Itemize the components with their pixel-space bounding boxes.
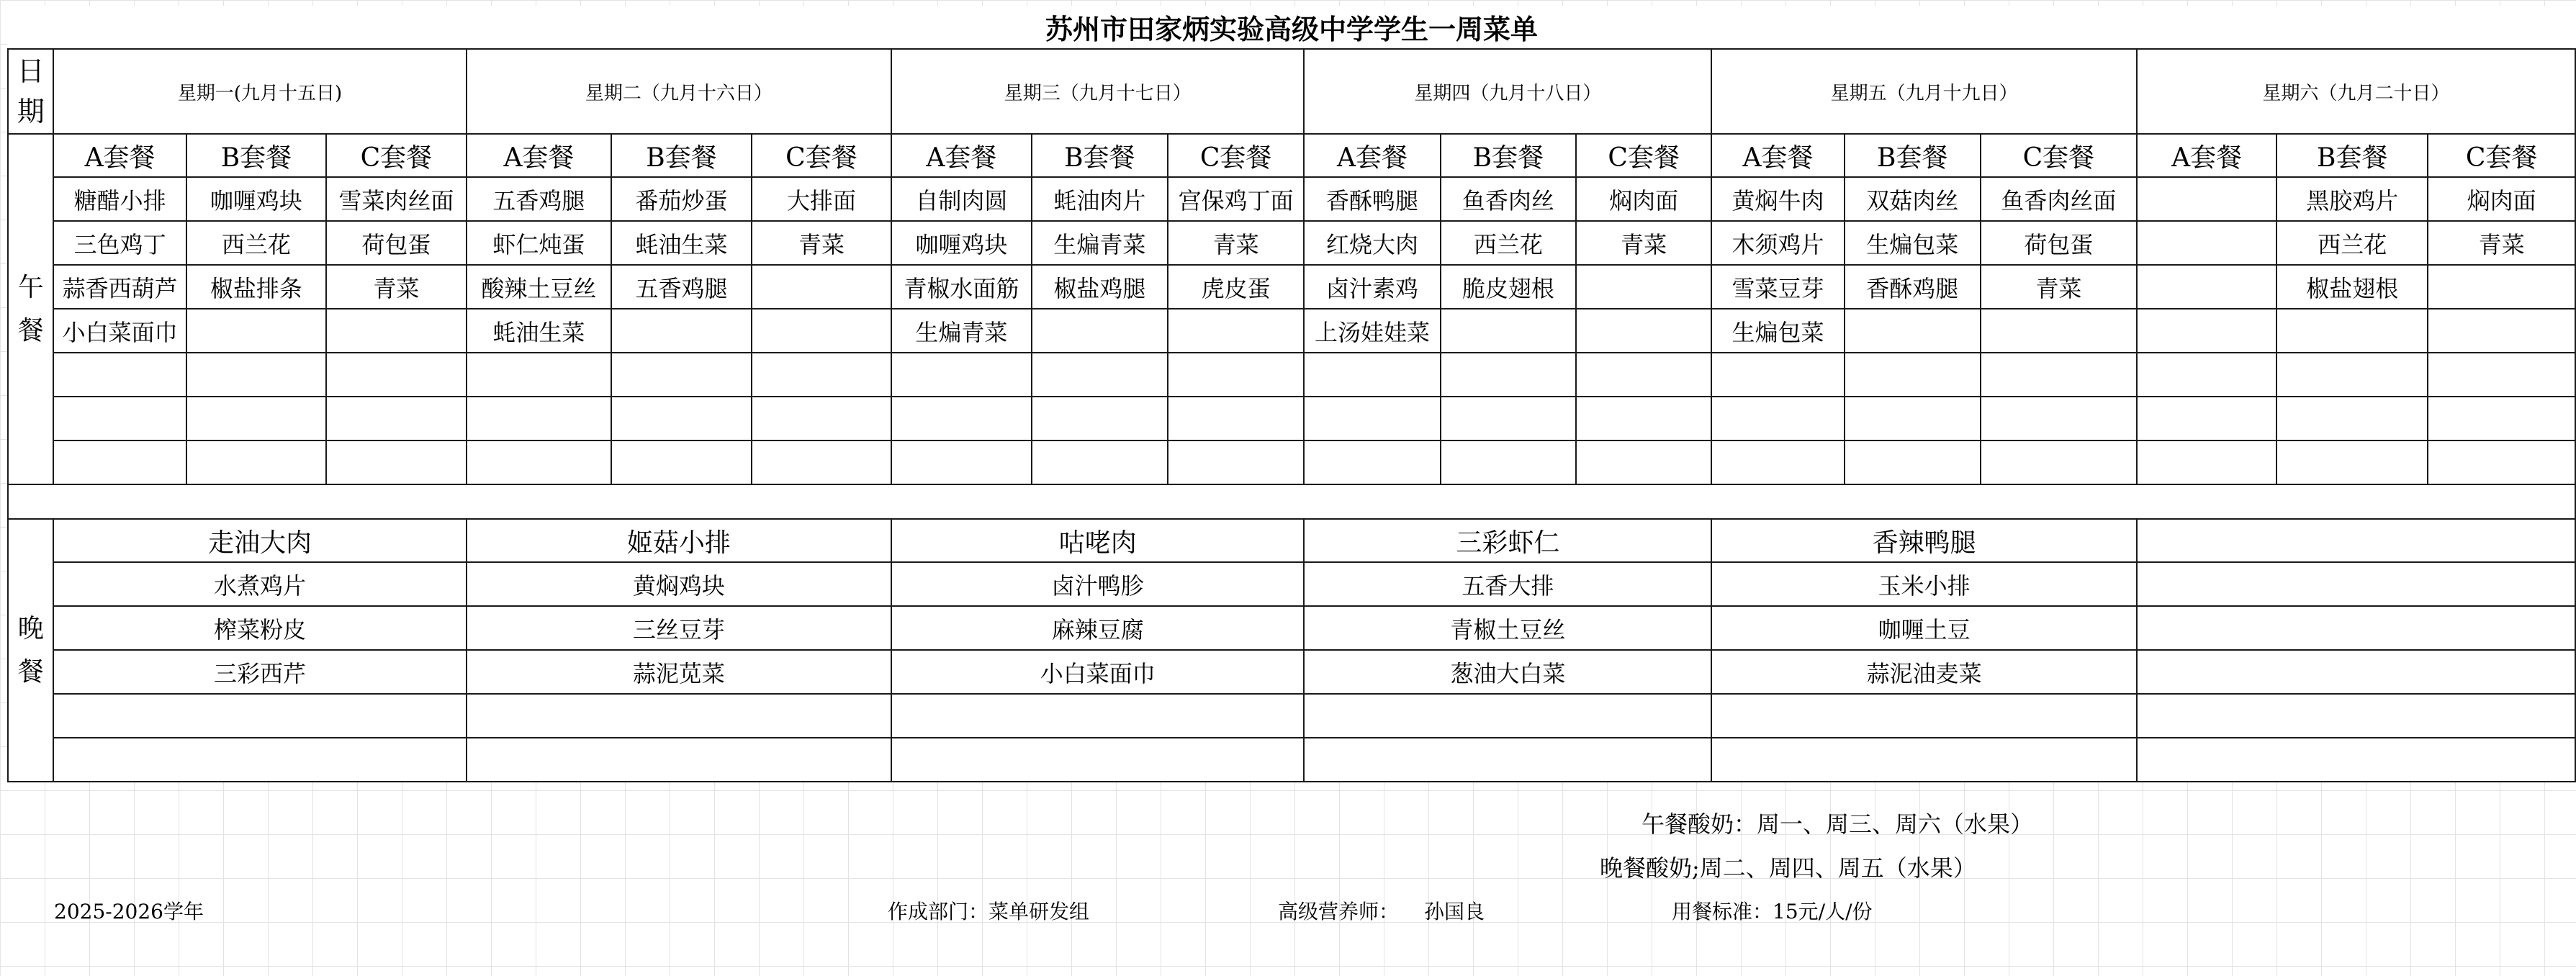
dinner-dish: 榨菜粉皮 bbox=[53, 606, 466, 650]
lunch-dish: 生煸包菜 bbox=[1711, 309, 1844, 353]
lunch-dish bbox=[2137, 265, 2276, 309]
dinner-dish bbox=[2137, 519, 2575, 562]
lunch-dish bbox=[1711, 440, 1844, 484]
lunch-dish bbox=[752, 265, 891, 309]
lunch-dish: 生煸青菜 bbox=[1032, 221, 1168, 265]
lunch-dish bbox=[752, 353, 891, 397]
lunch-dish: 鱼香肉丝面 bbox=[1981, 177, 2137, 221]
dinner-dish: 三彩西芹 bbox=[53, 650, 466, 694]
lunch-dish bbox=[467, 397, 612, 440]
lunch-dish bbox=[611, 440, 751, 484]
lunch-dish bbox=[53, 353, 186, 397]
lunch-dish: 青菜 bbox=[1981, 265, 2137, 309]
lunch-dish bbox=[1032, 309, 1168, 353]
set-header: A套餐 bbox=[2137, 134, 2276, 177]
dinner-dish: 卤汁鸭胗 bbox=[891, 562, 1304, 606]
set-header: B套餐 bbox=[1845, 134, 1981, 177]
dinner-dish bbox=[2137, 606, 2575, 650]
lunch-dish bbox=[326, 440, 466, 484]
lunch-dish bbox=[186, 309, 326, 353]
lunch-dish bbox=[1441, 440, 1576, 484]
lunch-dish bbox=[1845, 440, 1981, 484]
lunch-dish: 三色鸡丁 bbox=[53, 221, 186, 265]
lunch-dish bbox=[1576, 397, 1711, 440]
set-header: A套餐 bbox=[1711, 134, 1844, 177]
dinner-dish bbox=[53, 694, 466, 738]
lunch-dish: 鱼香肉丝 bbox=[1441, 177, 1576, 221]
set-header: A套餐 bbox=[53, 134, 186, 177]
lunch-dish: 生煸青菜 bbox=[891, 309, 1031, 353]
lunch-dish bbox=[326, 397, 466, 440]
dinner-dish: 玉米小排 bbox=[1711, 562, 2137, 606]
lunch-dish: 红烧大肉 bbox=[1304, 221, 1440, 265]
dinner-dish: 三彩虾仁 bbox=[1304, 519, 1711, 562]
dinner-dish: 麻辣豆腐 bbox=[891, 606, 1304, 650]
separator-row bbox=[8, 484, 2575, 519]
lunch-dish: 五香鸡腿 bbox=[467, 177, 612, 221]
lunch-dish bbox=[1304, 353, 1440, 397]
lunch-dish: 双菇肉丝 bbox=[1845, 177, 1981, 221]
set-header: A套餐 bbox=[891, 134, 1031, 177]
lunch-dish bbox=[2428, 309, 2575, 353]
set-header: B套餐 bbox=[1441, 134, 1576, 177]
lunch-dish bbox=[53, 397, 186, 440]
lunch-dish bbox=[2137, 397, 2276, 440]
dinner-dish bbox=[1711, 738, 2137, 782]
dinner-dish bbox=[891, 694, 1304, 738]
lunch-dish bbox=[1576, 440, 1711, 484]
dinner-dish: 姬菇小排 bbox=[467, 519, 892, 562]
lunch-dish bbox=[752, 397, 891, 440]
lunch-dish: 雪菜豆芽 bbox=[1711, 265, 1844, 309]
nutritionist-name: 孙国良 bbox=[1424, 900, 1485, 923]
dinner-dish bbox=[2137, 738, 2575, 782]
lunch-dish: 蚝油肉片 bbox=[1032, 177, 1168, 221]
lunch-dish: 焖肉面 bbox=[1576, 177, 1711, 221]
lunch-dish: 五香鸡腿 bbox=[611, 265, 751, 309]
lunch-dish: 自制肉圆 bbox=[891, 177, 1031, 221]
lunch-dish bbox=[2137, 440, 2276, 484]
lunch-dish bbox=[467, 353, 612, 397]
lunch-dish: 生煸包菜 bbox=[1845, 221, 1981, 265]
dinner-dish: 黄焖鸡块 bbox=[467, 562, 892, 606]
lunch-dish bbox=[2137, 309, 2276, 353]
dinner-dish: 小白菜面巾 bbox=[891, 650, 1304, 694]
lunch-dish bbox=[752, 309, 891, 353]
lunch-dish: 咖喱鸡块 bbox=[891, 221, 1031, 265]
lunch-dish bbox=[186, 440, 326, 484]
date-label: 日 期 bbox=[8, 49, 53, 134]
lunch-dish: 上汤娃娃菜 bbox=[1304, 309, 1440, 353]
dinner-dish: 青椒土豆丝 bbox=[1304, 606, 1711, 650]
lunch-dish: 糖醋小排 bbox=[53, 177, 186, 221]
lunch-dish: 虾仁炖蛋 bbox=[467, 221, 612, 265]
lunch-label: 午 餐 bbox=[8, 134, 53, 484]
lunch-dish: 椒盐鸡腿 bbox=[1032, 265, 1168, 309]
lunch-dish bbox=[611, 309, 751, 353]
lunch-dish bbox=[1168, 440, 1304, 484]
lunch-dish bbox=[1576, 353, 1711, 397]
dinner-dish bbox=[1304, 738, 1711, 782]
lunch-dish: 咖喱鸡块 bbox=[186, 177, 326, 221]
lunch-dish: 宫保鸡丁面 bbox=[1168, 177, 1304, 221]
lunch-dish: 大排面 bbox=[752, 177, 891, 221]
lunch-dish bbox=[186, 397, 326, 440]
lunch-dish: 雪菜肉丝面 bbox=[326, 177, 466, 221]
dinner-dish: 蒜泥苋菜 bbox=[467, 650, 892, 694]
lunch-dish: 椒盐翅根 bbox=[2276, 265, 2428, 309]
lunch-dish bbox=[1168, 397, 1304, 440]
lunch-dish: 蚝油生菜 bbox=[611, 221, 751, 265]
lunch-dish: 香酥鸡腿 bbox=[1845, 265, 1981, 309]
lunch-dish bbox=[1032, 397, 1168, 440]
day-header: 星期五（九月十九日） bbox=[1711, 49, 2137, 134]
set-header: B套餐 bbox=[186, 134, 326, 177]
lunch-dish bbox=[1845, 353, 1981, 397]
set-header: B套餐 bbox=[2276, 134, 2428, 177]
dinner-dish: 五香大排 bbox=[1304, 562, 1711, 606]
dinner-dish bbox=[891, 738, 1304, 782]
set-header: A套餐 bbox=[467, 134, 612, 177]
lunch-dish bbox=[467, 440, 612, 484]
lunch-dish bbox=[891, 397, 1031, 440]
dinner-dish bbox=[53, 738, 466, 782]
dinner-dish: 香辣鸭腿 bbox=[1711, 519, 2137, 562]
lunch-dish bbox=[1981, 309, 2137, 353]
lunch-dish bbox=[2276, 309, 2428, 353]
lunch-dish bbox=[1032, 440, 1168, 484]
lunch-dish bbox=[752, 440, 891, 484]
lunch-dish bbox=[1441, 353, 1576, 397]
lunch-dish bbox=[53, 440, 186, 484]
lunch-dish bbox=[2276, 397, 2428, 440]
lunch-dish: 香酥鸭腿 bbox=[1304, 177, 1440, 221]
lunch-dish bbox=[1981, 397, 2137, 440]
dinner-dish bbox=[1711, 694, 2137, 738]
set-header: A套餐 bbox=[1304, 134, 1440, 177]
lunch-dish: 青菜 bbox=[1168, 221, 1304, 265]
lunch-dish bbox=[1576, 309, 1711, 353]
lunch-dish: 西兰花 bbox=[1441, 221, 1576, 265]
set-header: B套餐 bbox=[611, 134, 751, 177]
dinner-dish: 咖喱土豆 bbox=[1711, 606, 2137, 650]
lunch-dish: 焖肉面 bbox=[2428, 177, 2575, 221]
lunch-dish: 卤汁素鸡 bbox=[1304, 265, 1440, 309]
dinner-dish bbox=[1304, 694, 1711, 738]
dinner-dish: 走油大肉 bbox=[53, 519, 466, 562]
lunch-dish: 蒜香西葫芦 bbox=[53, 265, 186, 309]
school-year: 2025-2026学年 bbox=[54, 900, 204, 923]
dinner-dish: 三丝豆芽 bbox=[467, 606, 892, 650]
dinner-dish: 葱油大白菜 bbox=[1304, 650, 1711, 694]
set-header: C套餐 bbox=[326, 134, 466, 177]
lunch-dish bbox=[1711, 397, 1844, 440]
lunch-dish bbox=[2276, 353, 2428, 397]
lunch-dish bbox=[1304, 440, 1440, 484]
lunch-dish bbox=[1576, 265, 1711, 309]
lunch-dish bbox=[1168, 309, 1304, 353]
day-header: 星期二（九月十六日） bbox=[467, 49, 892, 134]
lunch-dish bbox=[1441, 397, 1576, 440]
menu-footer bbox=[0, 797, 2576, 976]
set-header: B套餐 bbox=[1032, 134, 1168, 177]
dinner-dish bbox=[467, 738, 892, 782]
day-header: 星期三（九月十七日） bbox=[891, 49, 1304, 134]
lunch-dish bbox=[2137, 177, 2276, 221]
lunch-dish: 脆皮翅根 bbox=[1441, 265, 1576, 309]
lunch-dish bbox=[1168, 353, 1304, 397]
lunch-dish bbox=[1981, 353, 2137, 397]
lunch-dish: 青菜 bbox=[752, 221, 891, 265]
lunch-dish bbox=[891, 440, 1031, 484]
lunch-dish bbox=[1441, 309, 1576, 353]
lunch-dish bbox=[1981, 440, 2137, 484]
dinner-dish bbox=[2137, 650, 2575, 694]
lunch-dish bbox=[611, 353, 751, 397]
meal-standard: 用餐标准：15元/人/份 bbox=[1672, 900, 1873, 923]
dinner-dish bbox=[467, 694, 892, 738]
lunch-dish bbox=[891, 353, 1031, 397]
lunch-dish: 酸辣土豆丝 bbox=[467, 265, 612, 309]
lunch-dish: 椒盐排条 bbox=[186, 265, 326, 309]
lunch-dish bbox=[326, 309, 466, 353]
day-header: 星期六（九月二十日） bbox=[2137, 49, 2575, 134]
dinner-label: 晚 餐 bbox=[8, 519, 53, 782]
lunch-dish: 荷包蛋 bbox=[326, 221, 466, 265]
set-header: C套餐 bbox=[1168, 134, 1304, 177]
lunch-dish: 黑胶鸡片 bbox=[2276, 177, 2428, 221]
lunch-dish: 木须鸡片 bbox=[1711, 221, 1844, 265]
lunch-dish: 小白菜面巾 bbox=[53, 309, 186, 353]
day-header: 星期四（九月十八日） bbox=[1304, 49, 1711, 134]
lunch-dish bbox=[2276, 440, 2428, 484]
lunch-dish bbox=[611, 397, 751, 440]
set-header: C套餐 bbox=[752, 134, 891, 177]
lunch-yogurt-note: 午餐酸奶：周一、周三、周六（水果） bbox=[1641, 810, 2034, 838]
lunch-dish bbox=[326, 353, 466, 397]
dinner-dish: 水煮鸡片 bbox=[53, 562, 466, 606]
lunch-dish bbox=[186, 353, 326, 397]
lunch-dish bbox=[2137, 221, 2276, 265]
lunch-dish bbox=[2428, 353, 2575, 397]
lunch-dish bbox=[1032, 353, 1168, 397]
menu-department: 作成部门：菜单研发组 bbox=[888, 900, 1090, 923]
lunch-dish bbox=[2428, 440, 2575, 484]
lunch-dish bbox=[1304, 397, 1440, 440]
set-header: C套餐 bbox=[2428, 134, 2575, 177]
lunch-dish: 蚝油生菜 bbox=[467, 309, 612, 353]
lunch-dish: 青菜 bbox=[1576, 221, 1711, 265]
lunch-dish: 青菜 bbox=[326, 265, 466, 309]
lunch-dish bbox=[1845, 397, 1981, 440]
lunch-dish: 青菜 bbox=[2428, 221, 2575, 265]
lunch-dish bbox=[1845, 309, 1981, 353]
lunch-dish: 荷包蛋 bbox=[1981, 221, 2137, 265]
day-header: 星期一(九月十五日) bbox=[53, 49, 466, 134]
lunch-dish: 青椒水面筋 bbox=[891, 265, 1031, 309]
lunch-dish: 番茄炒蛋 bbox=[611, 177, 751, 221]
lunch-dish bbox=[1711, 353, 1844, 397]
lunch-dish: 西兰花 bbox=[2276, 221, 2428, 265]
dinner-dish bbox=[2137, 562, 2575, 606]
set-header: C套餐 bbox=[1981, 134, 2137, 177]
weekly-menu-table bbox=[7, 6, 2576, 782]
nutritionist-label: 高级营养师： bbox=[1278, 900, 1400, 923]
dinner-dish bbox=[2137, 694, 2575, 738]
lunch-dish: 虎皮蛋 bbox=[1168, 265, 1304, 309]
set-header: C套餐 bbox=[1576, 134, 1711, 177]
dinner-dish: 咕咾肉 bbox=[891, 519, 1304, 562]
lunch-dish: 黄焖牛肉 bbox=[1711, 177, 1844, 221]
menu-title: 苏州市田家炳实验高级中学学生一周菜单 bbox=[8, 6, 2575, 49]
lunch-dish bbox=[2137, 353, 2276, 397]
dinner-yogurt-note: 晚餐酸奶;周二、周四、周五（水果） bbox=[1600, 854, 1976, 882]
dinner-dish: 蒜泥油麦菜 bbox=[1711, 650, 2137, 694]
lunch-dish: 西兰花 bbox=[186, 221, 326, 265]
lunch-dish bbox=[2428, 397, 2575, 440]
lunch-dish bbox=[2428, 265, 2575, 309]
